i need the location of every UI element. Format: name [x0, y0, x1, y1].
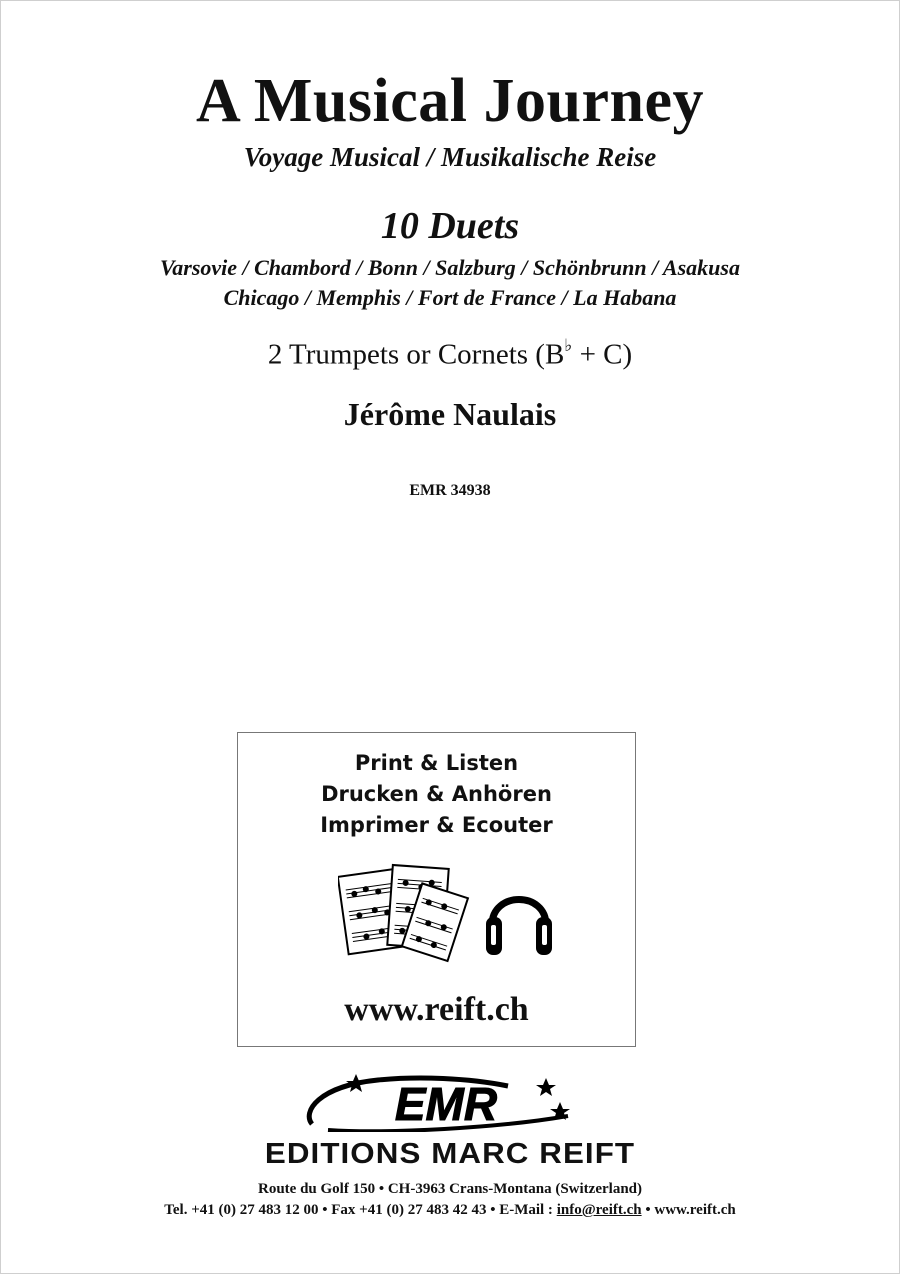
composer-name: Jérôme Naulais — [343, 396, 557, 432]
page-title: A Musical Journey — [196, 67, 704, 135]
publisher-contact — [0, 1202, 900, 1219]
catalog-number: EMR 34938 — [409, 482, 491, 499]
star-icon — [536, 1078, 556, 1096]
flat-symbol: ♭ — [564, 336, 573, 355]
pieces-list-line-1: Varsovie / Chambord / Bonn / Salzburg / Schönbrunn / Asakusa — [160, 255, 740, 280]
contact-phone-fax: Tel. +41 (0) 27 483 12 00 • Fax +41 (0) 27 483 42 43 • E-Mail : — [164, 1202, 557, 1218]
contact-website: • www.reift.ch — [641, 1202, 736, 1218]
star-icon — [346, 1074, 366, 1092]
print-listen-box — [237, 732, 636, 1047]
emr-logo — [298, 1072, 588, 1132]
sheet-music-icon — [338, 865, 468, 961]
subtitle: Voyage Musical / Musikalische Reise — [243, 142, 657, 172]
promo-line-german: Drucken & Anhören — [321, 782, 552, 806]
logo-text: EMR — [394, 1078, 498, 1130]
instrumentation — [0, 338, 900, 372]
headphones-icon — [486, 900, 552, 956]
duets-heading: 10 Duets — [380, 205, 520, 247]
promo-line-english: Print & Listen — [354, 751, 519, 775]
pieces-list-line-2: Chicago / Memphis / Fort de France / La Habana — [223, 285, 677, 310]
publisher-address: Route du Golf 150 • CH-3963 Crans-Montana (Switzerland) — [258, 1181, 642, 1197]
email-link[interactable]: info@reift.ch — [556, 1202, 642, 1218]
promo-illustration — [338, 863, 558, 968]
instrumentation-prefix: 2 Trumpets or Cornets (B — [267, 338, 565, 371]
promo-website: www.reift.ch — [344, 991, 529, 1028]
instrumentation-suffix: + C) — [572, 338, 633, 371]
publisher-name: EDITIONS MARC REIFT — [264, 1138, 636, 1170]
promo-line-french: Imprimer & Ecouter — [320, 813, 553, 837]
